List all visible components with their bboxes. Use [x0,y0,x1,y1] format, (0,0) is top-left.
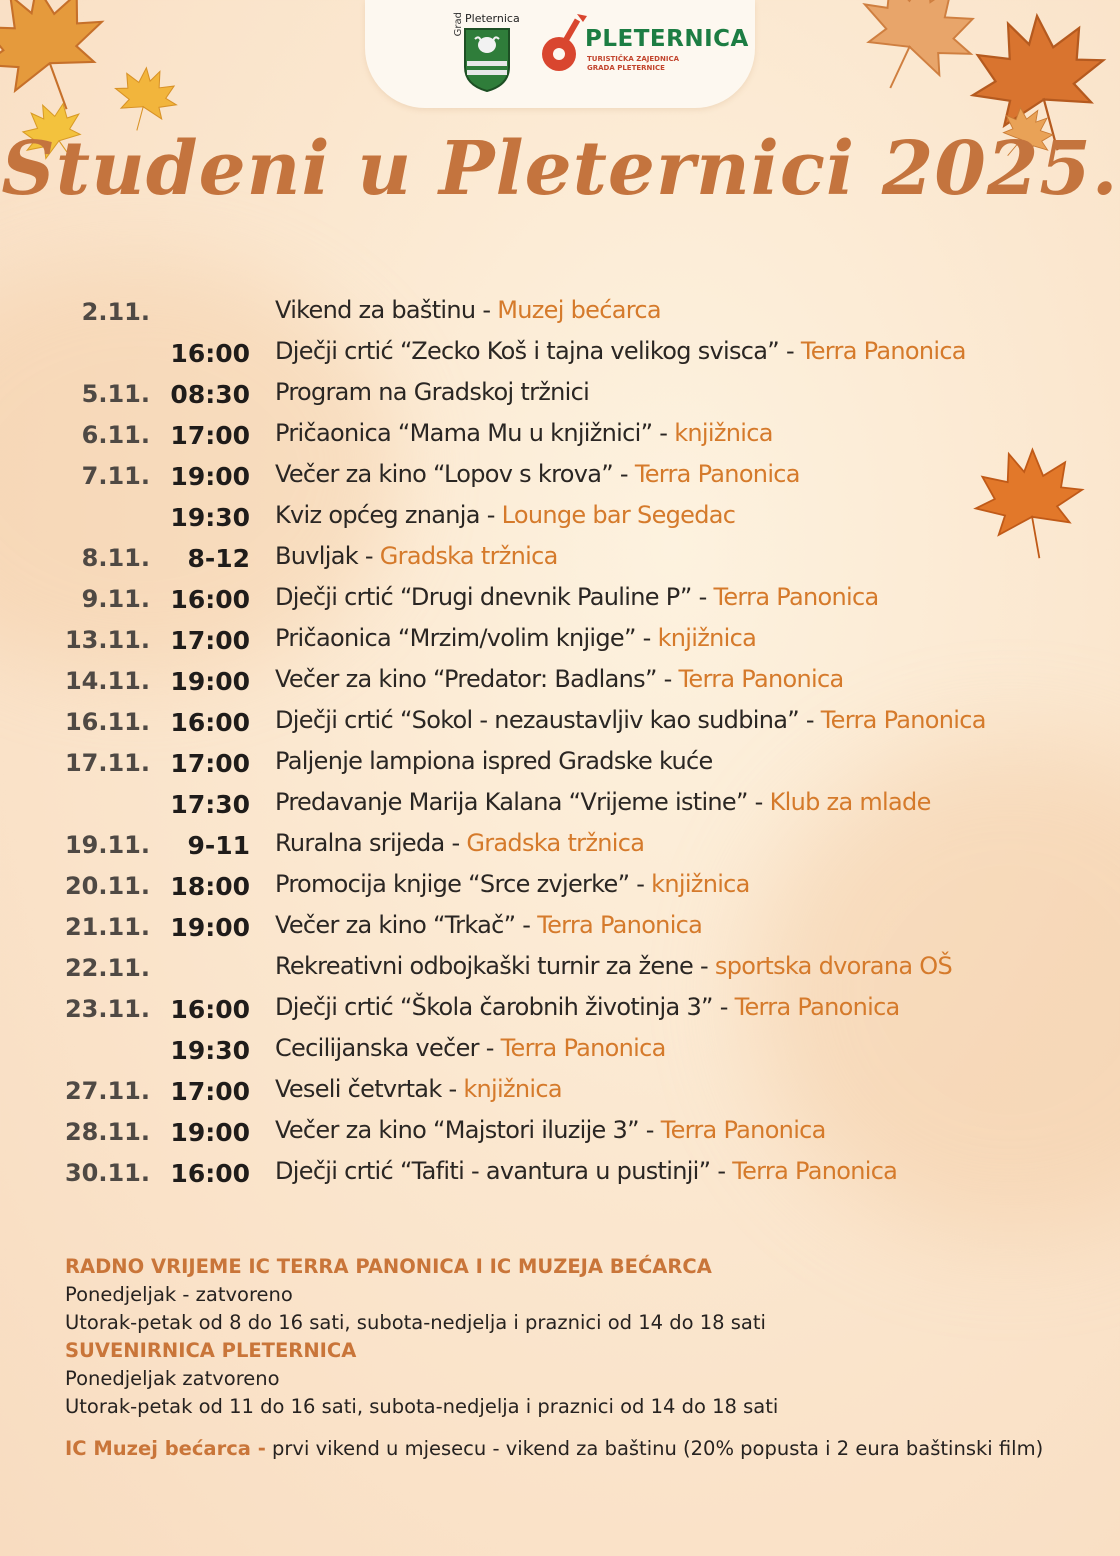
event-description [275,1075,562,1103]
event-title: Predavanje Marija Kalana “Vrijeme istine” [275,788,748,816]
event-row [0,413,1120,454]
hours-line: Utorak-petak od 8 do 16 sati, subota-nedjelja i praznici od 14 do 18 sati [65,1311,766,1334]
event-time: 17:00 [170,421,250,450]
separator: - [656,665,679,693]
event-row [0,1069,1120,1110]
event-time: 17:00 [170,1077,250,1106]
separator: - [478,1034,501,1062]
crest-vertical-text: Grad [453,12,464,37]
event-description [275,747,713,775]
event-date: 30.11. [64,1159,150,1187]
event-row [0,741,1120,782]
event-row [0,905,1120,946]
event-location: sportska dvorana OŠ [714,952,952,980]
event-row [0,1151,1120,1192]
event-date: 6.11. [81,421,150,449]
event-time: 19:00 [170,913,250,942]
event-location: Terra Panonica [500,1034,666,1062]
event-location: Muzej bećarca [497,296,661,324]
event-location: knjižnica [674,419,773,447]
museum-note [65,1435,1095,1463]
event-location: Klub za mlade [769,788,931,816]
event-title: Paljenje lampiona ispred Gradske kuće [275,747,713,775]
event-time: 16:00 [170,339,250,368]
event-date: 5.11. [81,380,150,408]
event-date: 23.11. [64,995,150,1023]
hours-line: Ponedjeljak - zatvoreno [65,1283,293,1306]
page-title: Studeni u Pleternici 2025. [1,126,1119,212]
separator: - [444,829,467,857]
crest-town-name: Pleternica [465,12,520,25]
event-time: 19:00 [170,667,250,696]
shop-hours-line: Ponedjeljak zatvoreno [65,1367,280,1390]
event-date: 8.11. [81,544,150,572]
brand-name: PLETERNICA [585,26,749,52]
event-description [275,296,661,324]
event-title: Večer za kino “Predator: Badlans” [275,665,657,693]
event-time: 16:00 [170,995,250,1024]
event-location: knjižnica [657,624,757,652]
event-location: knjižnica [651,870,750,898]
separator: - [515,911,538,939]
event-title: Rekreativni odbojkaški turnir za žene [275,952,694,980]
event-date: 28.11. [64,1118,150,1146]
event-time: 16:00 [170,585,250,614]
event-description [275,911,702,939]
shop-hours-line: Utorak-petak od 11 do 16 sati, subota-nedjelja i praznici od 14 do 18 sati [65,1395,779,1418]
event-location: Terra Panonica [800,337,966,365]
event-description [275,829,644,857]
town-crest [453,12,520,94]
event-date: 2.11. [81,298,150,326]
separator: - [479,501,502,529]
separator: - [798,706,821,734]
event-row [0,782,1120,823]
separator: - [712,993,735,1021]
separator: - [710,1157,733,1185]
event-location: knjižnica [463,1075,562,1103]
museum-note-text: prvi vikend u mjesecu - vikend za baštinu (20% popusta i 2 eura baštinski film) [272,1437,1044,1460]
separator: - [693,952,715,980]
event-title: Dječji crtić “Drugi dnevnik Pauline P” [275,583,692,611]
event-description [275,542,558,570]
event-title: Kviz općeg znanja [275,501,480,529]
separator: - [612,460,635,488]
event-title: Dječji crtić “Zecko Koš i tajna velikog svisca” [275,337,780,365]
event-row [0,700,1120,741]
event-time: 8-12 [187,544,250,573]
event-date: 7.11. [81,462,150,490]
event-location: Terra Panonica [660,1116,826,1144]
event-title: Veseli četvrtak [275,1075,442,1103]
hours-heading: RADNO VRIJEME IC TERRA PANONICA I IC MUZEJA BEĆARCA [65,1255,712,1278]
event-description [275,378,589,406]
event-time: 17:00 [170,749,250,778]
event-location: Terra Panonica [732,1157,898,1185]
event-date: 21.11. [64,913,150,941]
separator: - [635,624,658,652]
separator: - [691,583,714,611]
event-time: 16:00 [170,1159,250,1188]
event-description [275,419,773,447]
separator: - [652,419,675,447]
event-description [275,665,844,693]
event-location: Terra Panonica [537,911,703,939]
event-location: Terra Panonica [634,460,800,488]
event-description [275,583,878,611]
event-location: Terra Panonica [713,583,879,611]
event-title: Večer za kino “Majstori iluzije 3” [275,1116,639,1144]
event-time: 19:00 [170,462,250,491]
event-title: Ruralna srijeda [275,829,445,857]
event-description [275,1157,897,1185]
event-title: Vikend za baštinu [275,296,476,324]
event-date: 14.11. [64,667,150,695]
event-title: Dječji crtić “Sokol - nezaustavljiv kao sudbina” [275,706,799,734]
event-row [0,987,1120,1028]
event-title: Pričaonica “Mrzim/volim knjige” [275,624,636,652]
separator: - [475,296,498,324]
event-time: 19:30 [170,503,250,532]
event-description [275,1116,826,1144]
event-row [0,618,1120,659]
event-description [275,624,756,652]
event-title: Program na Gradskoj tržnici [275,378,590,406]
event-description [275,952,952,980]
event-time: 19:30 [170,1036,250,1065]
event-row [0,864,1120,905]
event-location: Lounge bar Segedac [501,501,736,529]
event-time: 17:00 [170,626,250,655]
event-row [0,372,1120,413]
event-location: Terra Panonica [820,706,986,734]
separator: - [629,870,652,898]
separator: - [779,337,801,365]
brand-subtitle: GRADA PLETERNICE [587,64,665,72]
separator: - [441,1075,464,1103]
event-row [0,331,1120,372]
event-description [275,870,750,898]
event-location: Gradska tržnica [466,829,645,857]
event-date: 19.11. [64,831,150,859]
event-row [0,577,1120,618]
event-description [275,460,800,488]
event-date: 17.11. [64,749,150,777]
event-row [0,1110,1120,1151]
event-row [0,946,1120,987]
separator: - [357,542,380,570]
event-date: 13.11. [64,626,150,654]
event-time: 9-11 [187,831,250,860]
event-row [0,659,1120,700]
event-title: Cecilijanska večer [275,1034,479,1062]
event-description [275,788,931,816]
shop-heading: SUVENIRNICA PLETERNICA [65,1339,357,1362]
event-time: 16:00 [170,708,250,737]
event-title: Večer za kino “Lopov s krova” [275,460,613,488]
event-row [0,1028,1120,1069]
event-time: 08:30 [170,380,250,409]
brand-subtitle: TURISTIČKA ZAJEDNICA [587,55,679,63]
event-row [0,454,1120,495]
event-description [275,1034,666,1062]
coat-of-arms-icon [463,27,511,93]
event-title: Dječji crtić “Škola čarobnih životinja 3” [275,993,713,1021]
separator: - [638,1116,661,1144]
event-description [275,337,966,365]
event-row [0,536,1120,577]
event-date: 27.11. [64,1077,150,1105]
event-time: 17:30 [170,790,250,819]
event-title: Promocija knjige “Srce zvjerke” [275,870,630,898]
event-location: Terra Panonica [734,993,900,1021]
event-list [0,290,1120,1192]
event-location: Gradska tržnica [379,542,558,570]
logo-header [365,0,755,108]
event-row [0,495,1120,536]
event-row [0,823,1120,864]
event-location: Terra Panonica [678,665,844,693]
event-description [275,501,735,529]
museum-note-label: IC Muzej bećarca - [65,1437,266,1460]
event-title: Pričaonica “Mama Mu u knjižnici” [275,419,653,447]
event-date: 9.11. [81,585,150,613]
event-description [275,993,900,1021]
opening-hours-info [65,1253,1095,1463]
event-title: Buvljak [275,542,358,570]
event-title: Večer za kino “Trkač” [275,911,516,939]
event-date: 16.11. [64,708,150,736]
event-time: 18:00 [170,872,250,901]
separator: - [747,788,770,816]
event-title: Dječji crtić “Tafiti - avantura u pustinji” [275,1157,711,1185]
event-date: 20.11. [64,872,150,900]
event-description [275,706,986,734]
event-date: 22.11. [64,954,150,982]
event-time: 19:00 [170,1118,250,1147]
event-row [0,290,1120,331]
